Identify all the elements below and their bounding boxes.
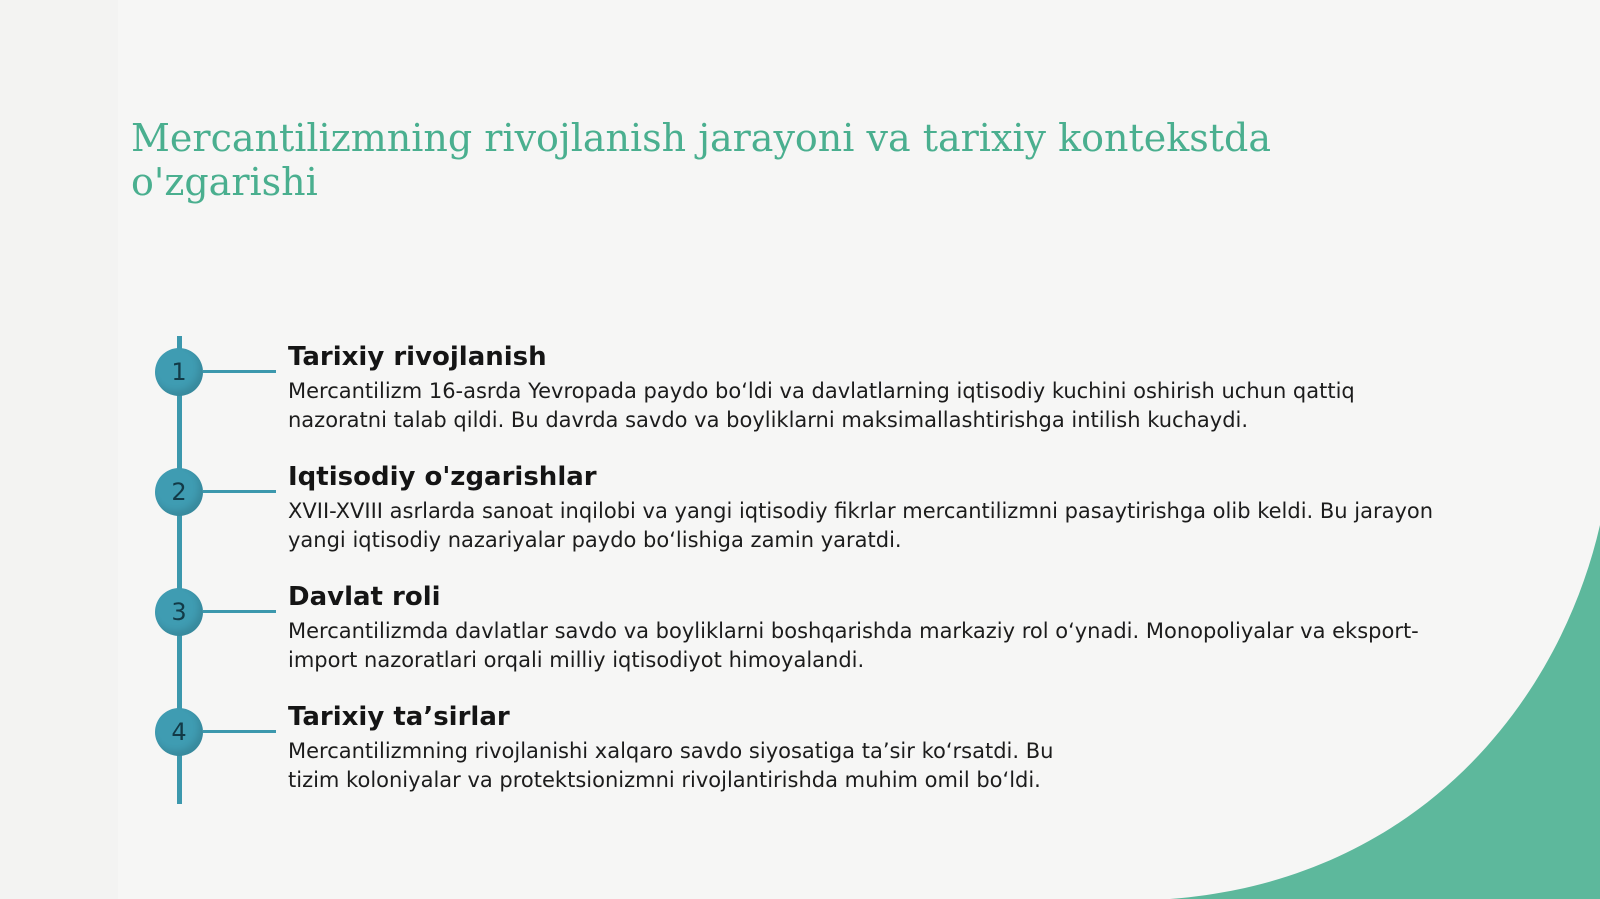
step-connector (203, 730, 276, 733)
step-description: Mercantilizm 16-asrda Yevropada paydo bo‘ldi va davlatlarning iqtisodiy kuchini oshirish uchun qattiq nazoratni talab qildi. Bu davrda savdo va boyliklarni maksimallashtirishga intilish kuchaydi. (288, 379, 1355, 432)
step-heading: Tarixiy ta’sirlar (288, 702, 510, 732)
step-description: XVII-XVIII asrlarda sanoat inqilobi va yangi iqtisodiy fikrlar mercantilizmni pasaytirishga olib keldi. Bu jarayon yangi iqtisodiy nazariyalar paydo bo‘lishiga zamin yaratdi. (288, 499, 1434, 552)
step-number-badge: 1 (155, 348, 203, 396)
step-connector (203, 370, 276, 373)
step-heading: Davlat roli (288, 582, 441, 612)
step-description: Mercantilizmning rivojlanishi xalqaro savdo siyosatiga ta’sir ko‘rsatdi. Bu tizim koloniyalar va protektsionizmni rivojlantirishda muhim omil bo‘ldi. (288, 739, 1054, 792)
slide-title: Mercantilizmning rivojlanish jarayoni va tarixiy kontekstda o'zgarishi (131, 116, 1271, 204)
step-number-badge: 3 (155, 588, 203, 636)
step-number-badge: 2 (155, 468, 203, 516)
step-connector (203, 490, 276, 493)
step-heading: Iqtisodiy o'zgarishlar (288, 462, 597, 492)
step-heading: Tarixiy rivojlanish (288, 342, 547, 372)
step-number-badge: 4 (155, 708, 203, 756)
step-description: Mercantilizmda davlatlar savdo va boyliklarni boshqarishda markaziy rol o‘ynadi. Monopoliyalar va eksport-import nazoratlari orqali milliy iqtisodiyot himoyalandi. (288, 619, 1419, 672)
step-connector (203, 610, 276, 613)
